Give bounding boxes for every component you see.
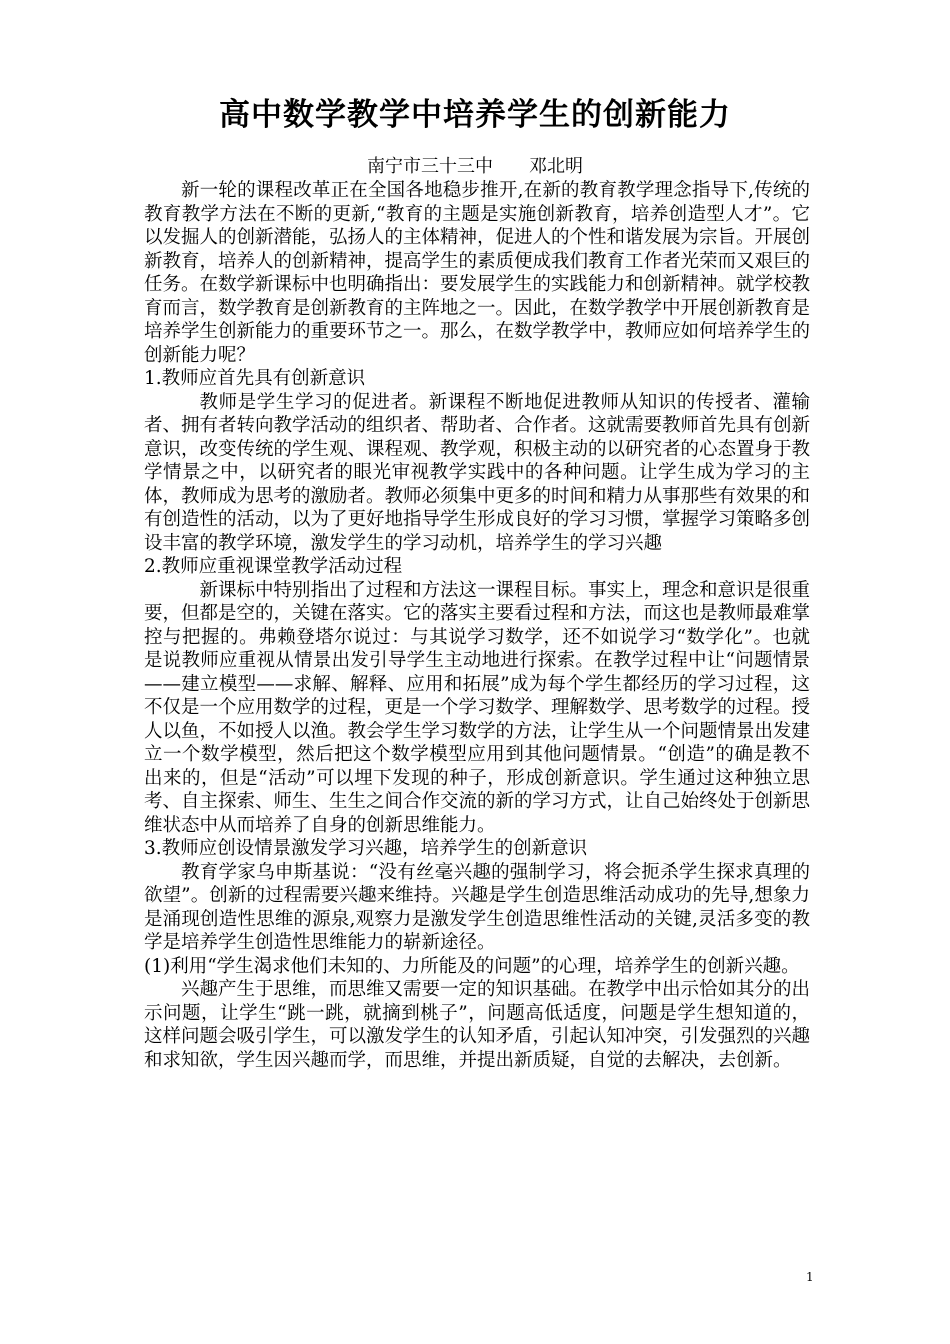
section-heading-2: 2.教师应重视课堂教学活动过程 — [144, 556, 403, 577]
section-heading-3: 3.教师应创设情景激发学习兴趣，培养学生的创新意识 — [144, 838, 588, 859]
page-number: 1 — [806, 1270, 814, 1284]
paragraph-intro: 新一轮的课程改革正在全国各地稳步推开,在新的教育教学理念指导下,传统的教育教学方法在不断的更新,“教育的主题是实施创新教育，培养创造型人才”。它以发掘人的创新潜能，弘扬人的主体精神，促进人的个性和谐发展为宗旨。开展创新教育，培养人的创新精神，提高学生的素质便成我们教育工作者光荣而又艰巨的任务。在数学新课标中也明确指出：要发展学生的实践能力和创新精神。就学校教育而言，数学教育是创新教育的主阵地之一。因此，在数学教学中开展创新教育是培养学生创新能力的重要环节之一。那么，在数学教学中，教师应如何培养学生的创新能力呢？ — [144, 180, 811, 366]
document-title: 高中数学教学中培养学生的创新能力 — [219, 97, 731, 133]
paragraph-subsection-1: 兴趣产生于思维，而思维又需要一定的知识基础。在教学中出示恰如其分的出示问题，让学生“跳一跳，就摘到桃子”，问题高低适度，问题是学生想知道的，这样问题会吸引学生，可以激发学生的认知矛盾，引起认知冲突，引发强烈的兴趣和求知欲，学生因兴趣而学，而思维，并提出新质疑，自觉的去解决，去创新。 — [144, 979, 811, 1071]
paragraph-section-2: 新课标中特别指出了过程和方法这一课程目标。事实上，理念和意识是很重要，但都是空的，关键在落实。它的落实主要看过程和方法，而这也是教师最难掌控与把握的。弗赖登塔尔说过：与其说学习数学，还不如说学习“数学化”。也就是说教师应重视从情景出发引导学生主动地进行探索。在教学过程中让“问题情景——建立模型——求解、解释、应用和拓展”成为每个学生都经历的学习过程，这不仅是一个应用数学的过程，更是一个学习数学、理解数学、思考数学的过程。授人以鱼，不如授人以渔。教会学生学习数学的方法，让学生从一个问题情景出发建立一个数学模型，然后把这个数学模型应用到其他问题情景。“创造”的确是教不出来的，但是“活动”可以埋下发现的种子，形成创新意识。学生通过这种独立思考、自主探索、师生、生生之间合作交流的新的学习方式，让自己始终处于创新思维状态中从而培养了自身的创新思维能力。 — [144, 579, 811, 836]
author-line: 南宁市三十三中 邓北明 — [367, 156, 583, 177]
subsection-heading-1: (1)利用“学生渴求他们未知的、力所能及的问题”的心理，培养学生的创新兴趣。 — [144, 955, 800, 977]
paragraph-section-1: 教师是学生学习的促进者。新课程不断地促进教师从知识的传授者、灌输者、拥有者转向教学活动的组织者、帮助者、合作者。这就需要教师首先具有创新意识，改变传统的学生观、课程观、教学观，积极主动的以研究者的心态置身于教学情景之中，以研究者的眼光审视教学实践中的各种问题。让学生成为学习的主体，教师成为思考的激励者。教师必须集中更多的时间和精力从事那些有效果的和有创造性的活动，以为了更好地指导学生形成良好的学习习惯，掌握学习策略多创设丰富的教学环境，激发学生的学习动机，培养学生的学习兴趣 — [144, 391, 811, 554]
document-body — [144, 179, 810, 1072]
paragraph-section-3: 教育学家乌申斯基说：“没有丝毫兴趣的强制学习，将会扼杀学生探求真理的欲望”。创新的过程需要兴趣来维持。兴趣是学生创造思维活动成功的先导,想象力是涌现创造性思维的源泉,观察力是激发学生创造思维性活动的关键,灵活多变的教学是培养学生创造性思维能力的崭新途径。 — [144, 861, 810, 953]
section-heading-1: 1.教师应首先具有创新意识 — [144, 368, 366, 389]
